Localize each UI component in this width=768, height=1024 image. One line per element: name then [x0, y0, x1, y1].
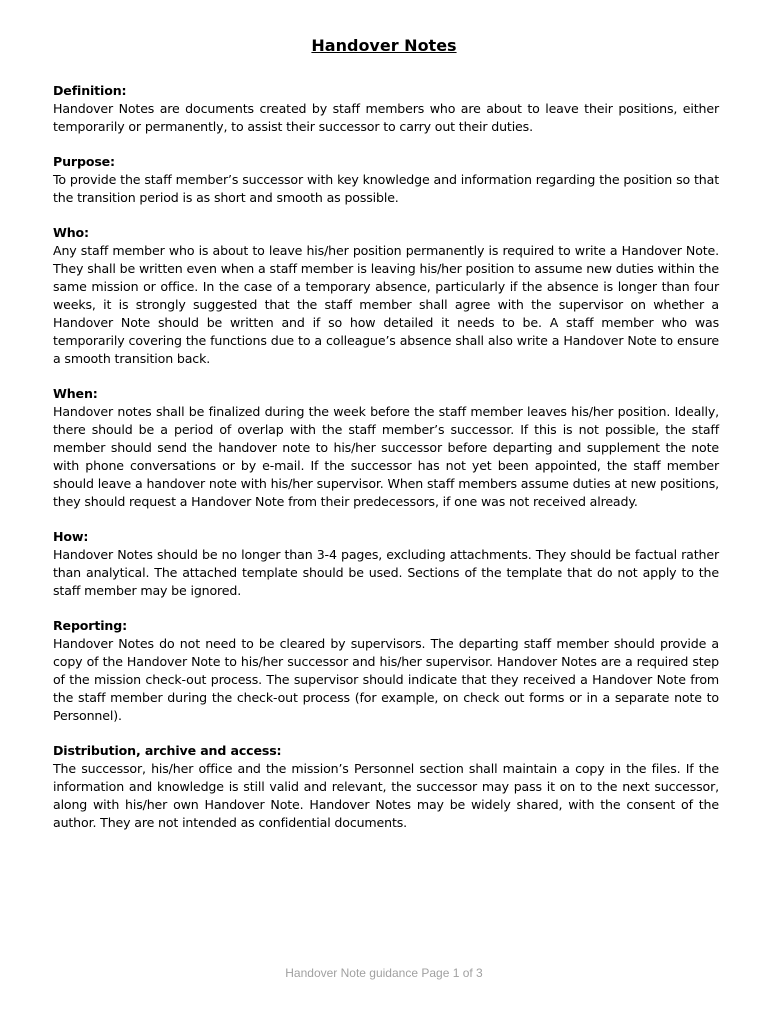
page-title: Handover Notes: [311, 36, 457, 55]
section-paragraph: To provide the staff member’s successor with key knowledge and information regarding the position so that the transition period is as short and smooth as possible.: [53, 172, 719, 205]
section-who: [53, 224, 719, 368]
section-when: [53, 385, 719, 511]
section-heading: Reporting:: [53, 618, 127, 633]
section-heading: How:: [53, 529, 89, 544]
section-paragraph: Handover Notes should be no longer than 3-4 pages, excluding attachments. They should be factual rather than analytical. The attached template should be used. Sections of the template that do not apply to the staff member may be ignored.: [53, 547, 719, 598]
section-how: [53, 528, 719, 600]
section-paragraph: Any staff member who is about to leave his/her position permanently is required to write a Handover Note. They shall be written even when a staff member is leaving his/her position to assume new duties within the same mission or office. In the case of a temporary absence, particularly if the absence is longer than four weeks, it is strongly suggested that the staff member shall agree with the supervisor on whether a Handover Note should be written and if so how detailed it needs to be. A staff member who was temporarily covering the functions due to a colleague’s absence shall also write a Handover Note to ensure a smooth transition back.: [53, 243, 719, 366]
section-paragraph: Handover notes shall be finalized during the week before the staff member leaves his/her position. Ideally, there should be a period of overlap with the staff member’s successor. If this is not possible, the staff member should send the handover note to his/her successor before departing and supplement the note with phone conversations or by e-mail. If the successor has not yet been appointed, the staff member should leave a handover note with his/her supervisor. When staff members assume duties at new positions, they should request a Handover Note from their predecessors, if one was not received already.: [53, 404, 719, 509]
section-heading: Who:: [53, 225, 89, 240]
section-definition: [53, 82, 719, 136]
section-purpose: [53, 153, 719, 207]
section-paragraph: The successor, his/her office and the mission’s Personnel section shall maintain a copy in the files. If the information and knowledge is still valid and relevant, the successor may pass it on to the next successor, along with his/her own Handover Note. Handover Notes may be widely shared, with the consent of the author. They are not intended as confidential documents.: [53, 761, 719, 830]
section-reporting: [53, 617, 719, 725]
section-heading: Purpose:: [53, 154, 115, 169]
document-body: [53, 82, 719, 849]
section-heading: Definition:: [53, 83, 127, 98]
section-heading: When:: [53, 386, 98, 401]
section-paragraph: Handover Notes do not need to be cleared by supervisors. The departing staff member should provide a copy of the Handover Note to his/her successor and his/her supervisor. Handover Notes are a required step of the mission check-out process. The supervisor should indicate that they received a Handover Note from the staff member during the check-out process (for example, on check out forms or in a separate note to Personnel).: [53, 636, 719, 723]
page-footer: Handover Note guidance Page 1 of 3: [285, 966, 483, 980]
section-heading: Distribution, archive and access:: [53, 743, 282, 758]
section-distribution: [53, 742, 719, 832]
section-paragraph: Handover Notes are documents created by staff members who are about to leave their positions, either temporarily or permanently, to assist their successor to carry out their duties.: [53, 101, 719, 134]
